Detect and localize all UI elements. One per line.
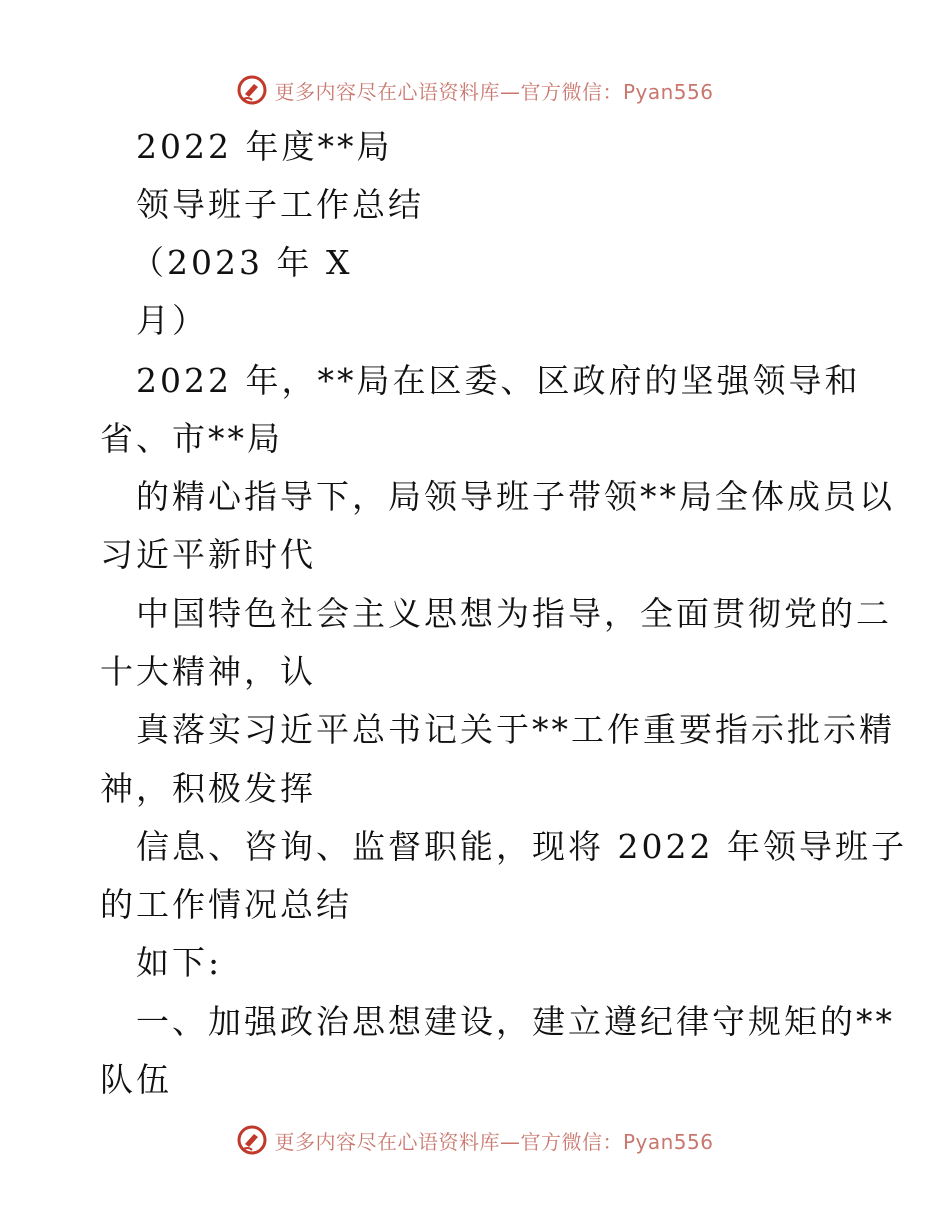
doc-line: 的工作情况总结 (100, 885, 352, 924)
doc-line: 如下: (136, 943, 223, 982)
doc-line: 信息、咨询、监督职能，现将 2022 年领导班子 (136, 827, 907, 866)
doc-line: 的精心指导下，局领导班子带领**局全体成员以 (136, 477, 895, 516)
watermark-text: 更多内容尽在心语资料库—官方微信：Pyan556 (274, 1129, 714, 1154)
doc-line: 习近平新时代 (100, 535, 316, 574)
doc-line: 中国特色社会主义思想为指导，全面贯彻党的二 (136, 594, 892, 633)
doc-line: 领导班子工作总结 (136, 185, 424, 224)
doc-line: 真落实习近平总书记关于**工作重要指示批示精 (136, 710, 895, 749)
watermark-text: 更多内容尽在心语资料库—官方微信：Pyan556 (274, 79, 714, 104)
doc-line: 省、市**局 (100, 419, 283, 458)
doc-line: 月） (136, 301, 208, 340)
doc-line: 十大精神，认 (100, 652, 316, 691)
watermark-top (0, 70, 950, 110)
doc-line: （2023 年 X (131, 243, 353, 282)
doc-line: 队伍 (100, 1060, 172, 1099)
doc-line: 一、加强政治思想建设，建立遵纪律守规矩的** (136, 1002, 895, 1041)
doc-line: 神，积极发挥 (100, 769, 316, 808)
doc-line: 2022 年度**局 (136, 127, 393, 166)
doc-line: 2022 年，**局在区委、区政府的坚强领导和 (136, 361, 861, 400)
watermark-logo-icon (236, 74, 268, 106)
watermark-logo-icon (236, 1124, 268, 1156)
watermark-bottom (0, 1120, 950, 1160)
